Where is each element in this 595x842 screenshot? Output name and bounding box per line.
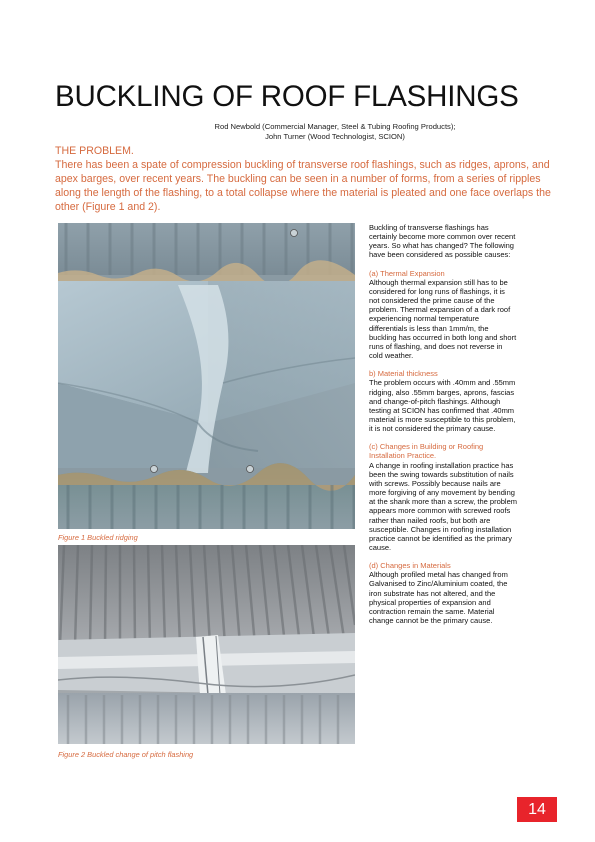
section-heading: (c) Changes in Building or Roofing Installation Practice.	[369, 442, 484, 461]
section-heading: (a) Thermal Expansion	[369, 268, 445, 278]
section-heading: (d) Changes in Materials	[369, 561, 451, 571]
author-line: Rod Newbold (Commercial Manager, Steel & Tubing Roofing Products);	[214, 122, 456, 131]
section-material-thickness	[369, 369, 517, 433]
problem-section	[55, 144, 555, 214]
right-column-text	[369, 223, 517, 634]
author-credits	[120, 122, 550, 142]
page-number-badge: 14	[517, 797, 557, 822]
page-title: BUCKLING OF ROOF FLASHINGS	[55, 80, 519, 113]
intro-paragraph: Buckling of transverse flashings has certainly become more common over recent years. So what has changed? The following have been considered as possible causes:	[369, 223, 516, 260]
section-body: A change in roofing installation practice has been the swing towards substitution of nails with screws. Possibly because nails are more forgiving of any movement by bending at the shank more than a screw, the problem appears more common with screwed roofs rather than nailed roofs, but both are susceptible. Changes in roofing installation practice cannot be identified as the primary cause.	[369, 460, 517, 552]
figure-2-caption: Figure 2 Buckled change of pitch flashing	[58, 750, 194, 759]
section-body: Although thermal expansion still has to be considered for long runs of flashings, it is not considered the prime cause of the problem. Thermal expansion of a dark roof experiencing normal temperature differentials is less than 1mm/m, the buckling has occurred in both long and short runs of flashing, and does not reverse in cold weather.	[369, 277, 517, 361]
section-body: The problem occurs with .40mm and .55mm ridging, also .55mm barges, aprons, fascias and change-of-pitch flashings. Although testing at SCION has confirmed that .40mm material is more susceptible to this problem, it is not considered the primary cause.	[369, 378, 516, 434]
problem-heading: THE PROBLEM.	[55, 145, 134, 157]
section-installation-practice	[369, 442, 517, 552]
problem-text: There has been a spate of compression buckling of transverse roof flashings, such as ridges, aprons, and apex barges, over recent years. The buckling can be seen in a number of forms, from a series of ripples along the length of the flashing, to a total collapse where the material is pleated and one face overlaps the other (Figure 1 and 2).	[55, 159, 551, 213]
figure-2-photo	[58, 545, 355, 744]
figure-1-caption: Figure 1 Buckled ridging	[58, 533, 138, 542]
author-line: John Turner (Wood Technologist, SCION)	[265, 132, 405, 141]
section-heading: b) Material thickness	[369, 369, 438, 379]
section-materials	[369, 561, 517, 625]
figure-1-photo	[58, 223, 355, 529]
section-body: Although profiled metal has changed from Galvanised to Zinc/Aluminium coated, the iron substrate has not altered, and the physical properties of expansion and contraction remain the same. Material change cannot be the primary cause.	[369, 570, 508, 626]
section-thermal-expansion	[369, 269, 517, 361]
